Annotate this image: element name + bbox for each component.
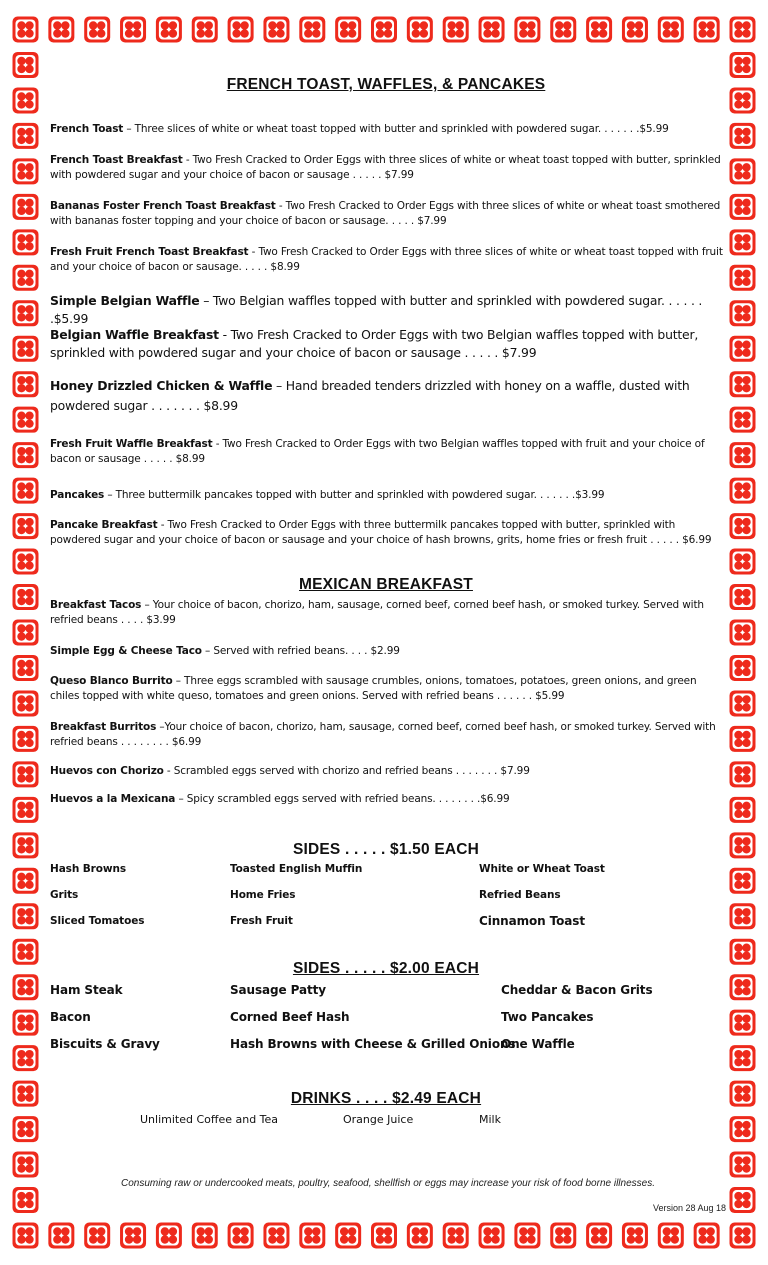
item-description: - Scrambled eggs served with chorizo and refried beans . . . . . . . $7.99: [163, 765, 530, 777]
border-tile: [13, 17, 39, 43]
side-item: Hash Browns with Cheese & Grilled Onions: [230, 1037, 516, 1051]
item-name: French Toast: [50, 123, 124, 135]
side-item: White or Wheat Toast: [479, 863, 605, 875]
border-tile: [730, 939, 756, 965]
border-tile: [730, 1223, 756, 1249]
border-tile: [13, 336, 39, 362]
side-item: Corned Beef Hash: [230, 1010, 350, 1024]
border-tile: [730, 513, 756, 539]
border-tile: [730, 194, 756, 220]
side-item: Two Pancakes: [501, 1010, 594, 1024]
item-description: – Three slices of white or wheat toast topped with butter and sprinkled with powdered sugar. . . . . . .$5.99: [123, 123, 669, 135]
menu-item: [50, 644, 726, 659]
border-tile: [13, 584, 39, 610]
item-name: Queso Blanco Burrito: [50, 675, 173, 687]
border-tile: [13, 832, 39, 858]
border-tile: [13, 1081, 39, 1107]
menu-item: [50, 674, 726, 704]
menu-item: [50, 245, 726, 275]
item-description: - Two Fresh Cracked to Order Eggs with two Belgian waffles topped with butter, sprinkled with powdered sugar and your choice of bacon or sausage . . . . . $7.99: [50, 327, 699, 360]
item-description: – Two Belgian waffles topped with butter and sprinkled with powdered sugar. . . . . . .$5.99: [50, 293, 703, 326]
menu-item: [50, 488, 726, 503]
menu-item: [50, 598, 726, 628]
border-tile: [13, 1187, 39, 1213]
border-tile: [13, 52, 39, 78]
border-tile: [730, 478, 756, 504]
item-name: Honey Drizzled Chicken & Waffle: [50, 378, 273, 393]
item-name: Belgian Waffle Breakfast: [50, 327, 219, 342]
border-tile: [13, 265, 39, 291]
border-tile: [730, 620, 756, 646]
section-title-drinks: DRINKS . . . . $2.49 EACH: [290, 1090, 482, 1107]
border-tile: [13, 1010, 39, 1036]
item-name: Simple Belgian Waffle: [50, 293, 200, 308]
border-tile: [13, 549, 39, 575]
item-name: Breakfast Burritos: [50, 721, 157, 733]
border-tile: [13, 123, 39, 149]
side-item: Ham Steak: [50, 983, 123, 997]
border-tile: [730, 761, 756, 787]
border-tile: [730, 407, 756, 433]
item-description: – Hand breaded tenders drizzled with honey on a waffle, dusted with powdered sugar . . . . . . . $8.99: [50, 378, 690, 413]
border-tile: [730, 974, 756, 1000]
border-tile: [730, 1045, 756, 1071]
side-item: Sliced Tomatoes: [50, 915, 145, 927]
item-name: Huevos con Chorizo: [50, 765, 164, 777]
section-title-mexican: MEXICAN BREAKFAST: [299, 576, 473, 593]
border-tile: [13, 620, 39, 646]
border-tile: [730, 690, 756, 716]
item-description: – Your choice of bacon, chorizo, ham, sausage, corned beef, corned beef hash, or smoked turkey. Served with refried beans . . . . $3.99: [50, 599, 704, 626]
version-label: Version 28 Aug 18: [652, 1203, 726, 1213]
border-tile: [730, 1116, 756, 1142]
menu-item: [50, 292, 726, 328]
border-tile: [13, 87, 39, 113]
item-description: - Two Fresh Cracked to Order Eggs with three buttermilk pancakes topped with butter, sprinkled with powdered sugar and your choice of bacon or sausage and your choice of hash browns, grits, home fries or fresh fruit . . . . . $6.99: [50, 519, 712, 546]
item-description: - Two Fresh Cracked to Order Eggs with three slices of white or wheat toast topped with fruit and your choice of bacon or sausage. . . . . $8.99: [50, 246, 723, 273]
border-tile: [730, 52, 756, 78]
border-tile: [730, 300, 756, 326]
side-item: Home Fries: [230, 889, 296, 901]
border-tile: [730, 549, 756, 575]
section-title-sides-2-00: SIDES . . . . . $2.00 EACH: [292, 960, 480, 977]
side-item: Hash Browns: [50, 863, 126, 875]
item-name: Fresh Fruit Waffle Breakfast: [50, 438, 213, 450]
border-tile: [730, 832, 756, 858]
drink-item: Orange Juice: [343, 1113, 414, 1126]
border-tile: [730, 1187, 756, 1213]
border-tile: [730, 903, 756, 929]
border-tile: [13, 761, 39, 787]
border-tile: [13, 478, 39, 504]
section-title-french-toast: FRENCH TOAST, WAFFLES, & PANCAKES: [226, 76, 546, 93]
border-tile: [730, 1152, 756, 1178]
side-item: Cheddar & Bacon Grits: [501, 983, 653, 997]
border-tile: [730, 336, 756, 362]
border-tile: [730, 868, 756, 894]
side-item: Biscuits & Gravy: [50, 1037, 160, 1051]
item-description: - Two Fresh Cracked to Order Eggs with three slices of white or wheat toast topped with butter, sprinkled with powdered sugar and your choice of bacon or sausage . . . . . $7.99: [50, 154, 721, 181]
item-name: Bananas Foster French Toast Breakfast: [50, 200, 276, 212]
side-item: Toasted English Muffin: [230, 863, 363, 875]
border-tile: [730, 229, 756, 255]
side-item: One Waffle: [501, 1037, 575, 1051]
border-tile: [730, 1081, 756, 1107]
side-item: Sausage Patty: [230, 983, 326, 997]
item-name: Breakfast Tacos: [50, 599, 142, 611]
border-tile: [13, 407, 39, 433]
item-description: - Two Fresh Cracked to Order Eggs with two Belgian waffles topped with fruit and your choice of bacon or sausage . . . . . $8.99: [50, 438, 705, 465]
side-item: Cinnamon Toast: [479, 914, 585, 928]
menu-item: [50, 122, 726, 137]
border-tile: [730, 265, 756, 291]
border-tile: [730, 726, 756, 752]
menu-item: [50, 764, 726, 779]
border-tile: [13, 442, 39, 468]
border-tile: [730, 1010, 756, 1036]
border-tile: [13, 1152, 39, 1178]
border-tile: [13, 1045, 39, 1071]
item-description: – Three eggs scrambled with sausage crumbles, onions, tomatoes, potatoes, green onions, and green chiles topped with white queso, tomatoes and green onions. Served with refried beans . . . . . . $5.99: [50, 675, 697, 702]
border-tile: [13, 158, 39, 184]
border-tile: [730, 158, 756, 184]
border-tile: [13, 1223, 39, 1249]
border-tile: [730, 655, 756, 681]
border-tile: [13, 1116, 39, 1142]
border-tile: [13, 726, 39, 752]
item-description: – Three buttermilk pancakes topped with butter and sprinkled with powdered sugar. . . . . . .$3.99: [104, 489, 605, 501]
menu-item: [50, 437, 726, 467]
border-tile: [730, 584, 756, 610]
item-description: - Two Fresh Cracked to Order Eggs with three slices of white or wheat toast smothered with bananas foster topping and your choice of bacon or sausage. . . . . $7.99: [50, 200, 721, 227]
menu-item: [50, 326, 726, 362]
border-tile: [13, 903, 39, 929]
border-tile: [13, 797, 39, 823]
health-disclaimer: Consuming raw or undercooked meats, poultry, seafood, shellfish or eggs may increase your risk of food borne illnesses.: [121, 1178, 655, 1189]
border-tile: [13, 939, 39, 965]
item-name: Pancake Breakfast: [50, 519, 158, 531]
border-tile: [13, 655, 39, 681]
side-item: Refried Beans: [479, 889, 561, 901]
border-tile: [13, 229, 39, 255]
border-tile: [13, 371, 39, 397]
border-tile: [730, 123, 756, 149]
menu-item: [50, 518, 726, 548]
border-tile: [730, 442, 756, 468]
item-description: – Spicy scrambled eggs served with refried beans. . . . . . . .$6.99: [175, 793, 510, 805]
section-title-sides-1-50: SIDES . . . . . $1.50 EACH: [292, 841, 480, 858]
menu-item: [50, 153, 726, 183]
item-name: Fresh Fruit French Toast Breakfast: [50, 246, 249, 258]
side-item: Fresh Fruit: [230, 915, 293, 927]
border-tile: [13, 513, 39, 539]
drink-item: Unlimited Coffee and Tea: [140, 1113, 279, 1126]
border-tile: [13, 300, 39, 326]
item-name: French Toast Breakfast: [50, 154, 183, 166]
drink-item: Milk: [479, 1113, 501, 1126]
item-description: – Served with refried beans. . . . $2.99: [201, 645, 400, 657]
border-tile: [730, 87, 756, 113]
border-tile: [13, 690, 39, 716]
item-description: –Your choice of bacon, chorizo, ham, sausage, corned beef, corned beef hash, or smoked turkey. Served with refried beans . . . . . . . . $6.99: [50, 721, 716, 748]
border-tile: [730, 371, 756, 397]
menu-page: [50, 0, 726, 1265]
border-tile: [13, 868, 39, 894]
menu-item: [50, 720, 726, 750]
border-tile: [730, 797, 756, 823]
item-name: Pancakes: [50, 489, 105, 501]
side-item: Bacon: [50, 1010, 91, 1024]
menu-item: [50, 792, 726, 807]
border-tile: [13, 194, 39, 220]
menu-item: [50, 376, 726, 416]
border-tile: [13, 974, 39, 1000]
side-item: Grits: [50, 889, 79, 901]
item-name: Simple Egg & Cheese Taco: [50, 645, 202, 657]
border-tile: [730, 17, 756, 43]
menu-item: [50, 199, 726, 229]
item-name: Huevos a la Mexicana: [50, 793, 176, 805]
